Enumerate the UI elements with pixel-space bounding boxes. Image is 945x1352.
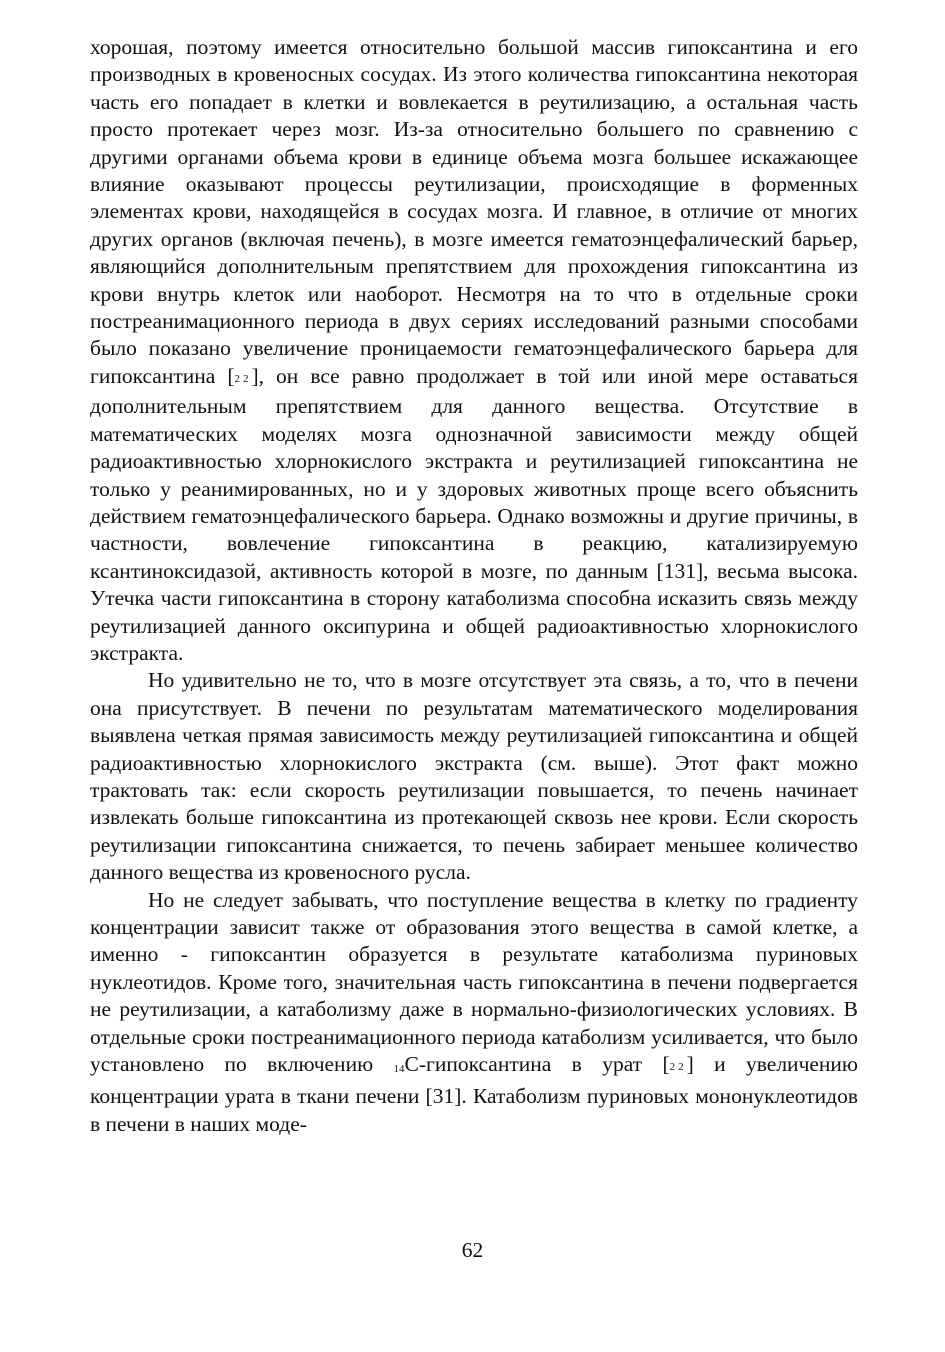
reference-number: 22	[669, 1061, 687, 1074]
paragraph-text: Но удивительно не то, что в мозге отсутствует эта связь, а то, что в печени она присутствует. В печени по результатам математического моделирования выявлена четкая прямая зависимость между реутилизацией гипоксантина и общей радиоактивностью хлорнокислого экстракта (см. выше). Этот факт можно трактовать так: если скорость реутилизации повышается, то печень начинает извлекать больше гипоксантина из протекающей сквозь нее крови. Если скорость реутилизации гипоксантина снижается, то печень забирает меньшее количество данного вещества из кровеносного русла.	[90, 668, 858, 885]
isotope-mass-number: 14	[393, 1063, 405, 1076]
paragraph	[90, 887, 858, 1139]
paragraph-text: ] и увеличению концентрации урата в ткани печени [31]. Катаболизм пуриновых мононуклеотидов в печени в наших моде-	[90, 1052, 858, 1136]
paragraph-text: ], он все равно продолжает в той или иной мере оставаться дополнительным препятствием для данного вещества. Отсутствие в математических моделях мозга однозначной зависимости между общей радиоактивностью хлорнокислого экстракта и реутилизацией гипоксантина не только у реанимированных, но и у здоровых животных проще всего объяснить действием гематоэнцефалического барьера. Однако возможны и другие причины, в частности, вовлечение гипоксантина в реакцию, катализируемую ксантиноксидазой, активность которой в мозге, по данным [131], весьма высока. Утечка части гипоксантина в сторону катаболизма способна исказить связь между реутилизацией данного оксипурина и общей радиоактивностью хлорнокислого экстракта.	[90, 363, 858, 665]
paragraph-text: С-гипоксантина в урат [	[404, 1052, 670, 1077]
paragraph	[90, 667, 858, 886]
body-text	[90, 34, 858, 1138]
page-number: 62	[461, 1238, 484, 1262]
paragraph	[90, 34, 858, 667]
paragraph-text: хорошая, поэтому имеется относительно большой массив гипоксантина и его производных в кровеносных сосудах. Из этого количества гипоксантина некоторая часть его попадает в клетки и вовлекается в реутилизацию, а остальная часть просто протекает через мозг. Из-за относительно большего по сравнению с другими органами объема крови в единице объема мозга большее искажающее влияние оказывают процессы реутилизации, происходящие в форменных элементах крови, находящейся в сосудах мозга. И главное, в отличие от многих других органов (включая печень), в мозге имеется гематоэнцефалический барьер, являющийся дополнительным препятствием для прохождения гипоксантина из крови внутрь клеток или наоборот. Несмотря на то что в отдельные сроки постреанимационного периода в двух сериях исследований разными способами было показано увеличение проницаемости гематоэнцефалического барьера для гипоксантина [	[90, 35, 858, 388]
reference-number: 22	[234, 372, 252, 385]
paragraph-text: Но не следует забывать, что поступление вещества в клетку по градиенту концентрации зависит также от образования этого вещества в самой клетке, а именно - гипоксантин образуется в результате катаболизма пуриновых нуклеотидов. Кроме того, значительная часть гипоксантина в печени подвергается не реутилизации, а катаболизму даже в нормально-физиологических условиях. В отдельные сроки постреанимационного периода катаболизм усиливается, что было установлено по включению	[90, 887, 858, 1077]
